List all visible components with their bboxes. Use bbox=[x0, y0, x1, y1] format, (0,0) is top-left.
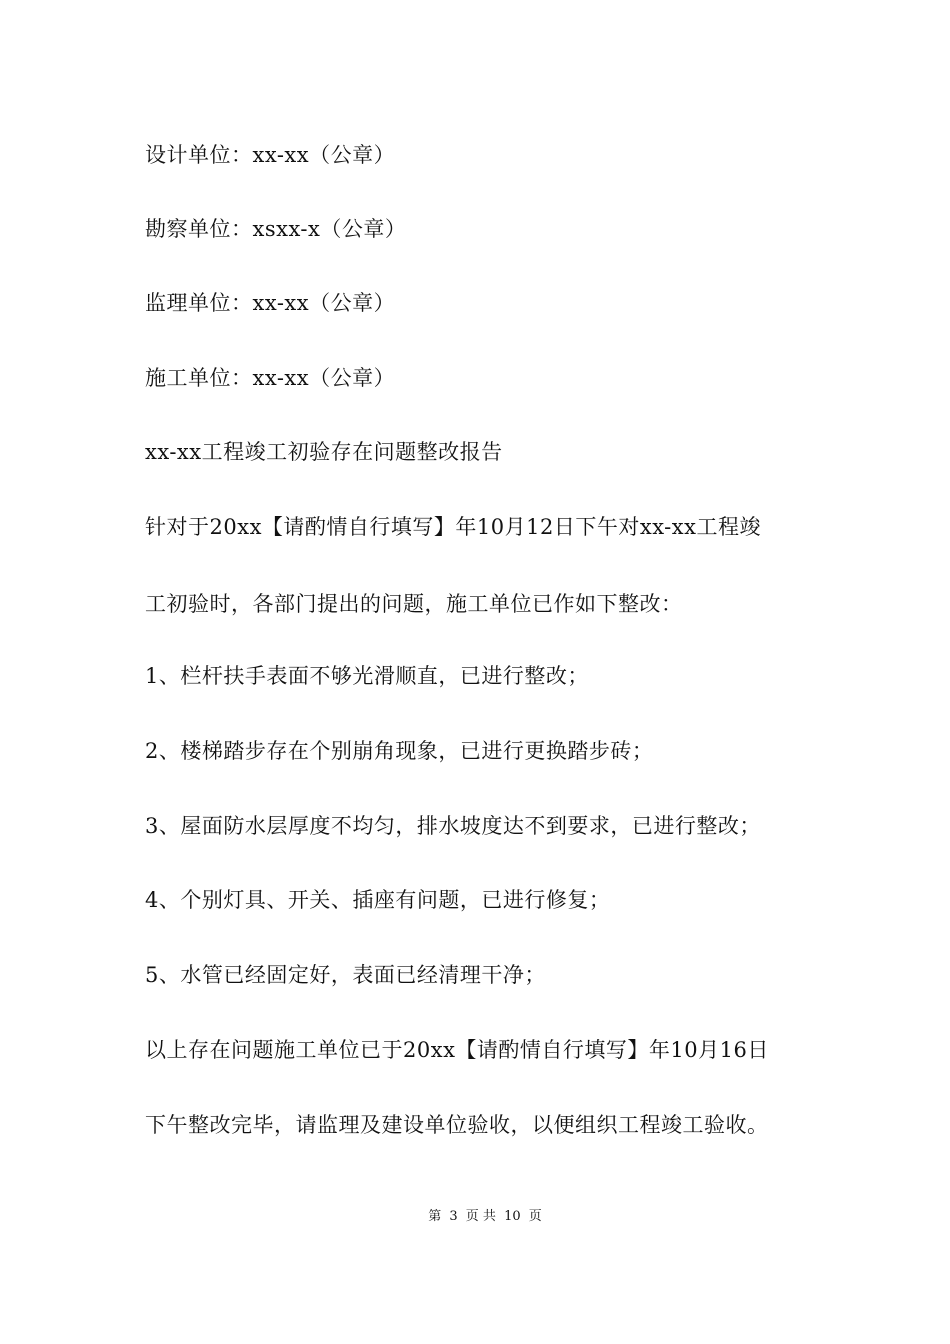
page-label-suffix: 页 bbox=[528, 1209, 542, 1224]
rectification-item-3: 3、屋面防水层厚度不均匀，排水坡度达不到要求，已进行整改； bbox=[145, 814, 761, 838]
paragraph-line-2: 工初验时，各部门提出的问题，施工单位已作如下整改： bbox=[145, 592, 683, 616]
conclusion-line-2: 下午整改完毕，请监理及建设单位验收，以便组织工程竣工验收。 bbox=[145, 1113, 769, 1137]
report-title: xx-xx工程竣工初验存在问题整改报告 bbox=[145, 440, 503, 464]
rectification-item-5: 5、水管已经固定好，表面已经清理干净； bbox=[145, 963, 546, 987]
page-footer bbox=[0, 1208, 950, 1226]
rectification-item-4: 4、个别灯具、开关、插座有问题，已进行修复； bbox=[145, 888, 611, 912]
total-pages-number: 10 bbox=[504, 1209, 521, 1224]
page-label-prefix: 第 bbox=[428, 1209, 442, 1224]
conclusion-line-1: 以上存在问题施工单位已于20xx【请酌情自行填写】年10月16日 bbox=[145, 1038, 769, 1062]
supervision-unit-line: 监理单位：xx-xx（公章） bbox=[145, 291, 396, 315]
construction-unit-line: 施工单位：xx-xx（公章） bbox=[145, 366, 396, 390]
rectification-item-2: 2、楼梯踏步存在个别崩角现象，已进行更换踏步砖； bbox=[145, 739, 654, 763]
current-page-number: 3 bbox=[449, 1209, 458, 1224]
design-unit-line: 设计单位：xx-xx（公章） bbox=[145, 143, 396, 167]
rectification-item-1: 1、栏杆扶手表面不够光滑顺直，已进行整改； bbox=[145, 664, 589, 688]
paragraph-line-1: 针对于20xx【请酌情自行填写】年10月12日下午对xx-xx工程竣 bbox=[145, 515, 761, 539]
survey-unit-line: 勘察单位：xsxx-x（公章） bbox=[145, 217, 407, 241]
page-label-mid: 页 共 bbox=[465, 1209, 496, 1224]
